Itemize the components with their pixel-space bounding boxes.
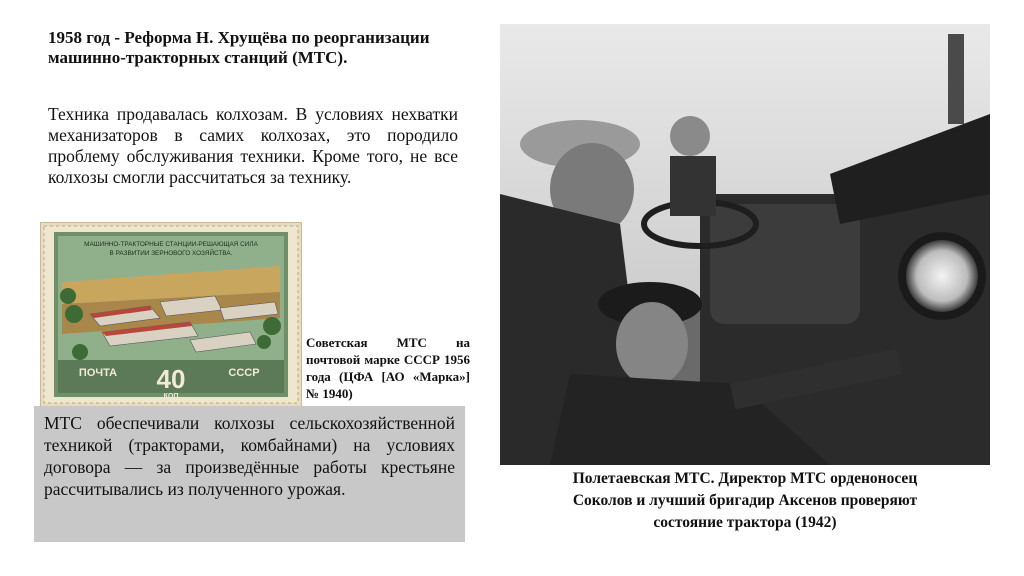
slide-title-line1: 1958 год - Реформа Н. Хрущёва по реорганизации: [48, 28, 430, 47]
stamp-post-label: ПОЧТА: [78, 367, 118, 379]
photo-caption-line3: состояние трактора (1942): [653, 514, 837, 531]
stamp-caption: Советская МТС на почтовой марке СССР 1956 года (ЦФА [АО «Марка»] № 1940): [306, 335, 470, 401]
slide-title-line2: машинно-тракторных станций (МТС).: [48, 48, 348, 67]
stamp-header-line1: МАШИННО-ТРАКТОРНЫЕ СТАНЦИИ-РЕШАЮЩАЯ СИЛА: [84, 241, 258, 248]
intro-paragraph: Техника продавалась колхозам. В условиях нехватки механизаторов в самих колхозах, это породило проблему обслуживания техники. Кроме того, не все колхозы смогли рассчитаться за технику.: [48, 104, 458, 187]
historical-photo: [500, 24, 990, 465]
stamp-currency-label: КОП: [163, 393, 179, 400]
stamp-denomination: 40: [156, 364, 186, 394]
photo-caption-line2: Соколов и лучший бригадир Аксенов проверяют: [572, 492, 918, 509]
slide-title: [48, 28, 458, 68]
stamp-header-line2: В РАЗВИТИИ ЗЕРНОВОГО ХОЗЯЙСТВА.: [109, 250, 233, 257]
photo-caption-line1: Полетаевская МТС. Директор МТС орденоносец: [572, 470, 918, 487]
postage-stamp-image: [40, 222, 302, 407]
photo-caption: [500, 468, 990, 534]
stamp-country-label: СССР: [228, 367, 260, 379]
info-box: МТС обеспечивали колхозы сельскохозяйственной техникой (тракторами, комбайнами) на условиях договора — за произведённые работы крестьяне рассчитывались из полученного урожая.: [34, 406, 465, 542]
